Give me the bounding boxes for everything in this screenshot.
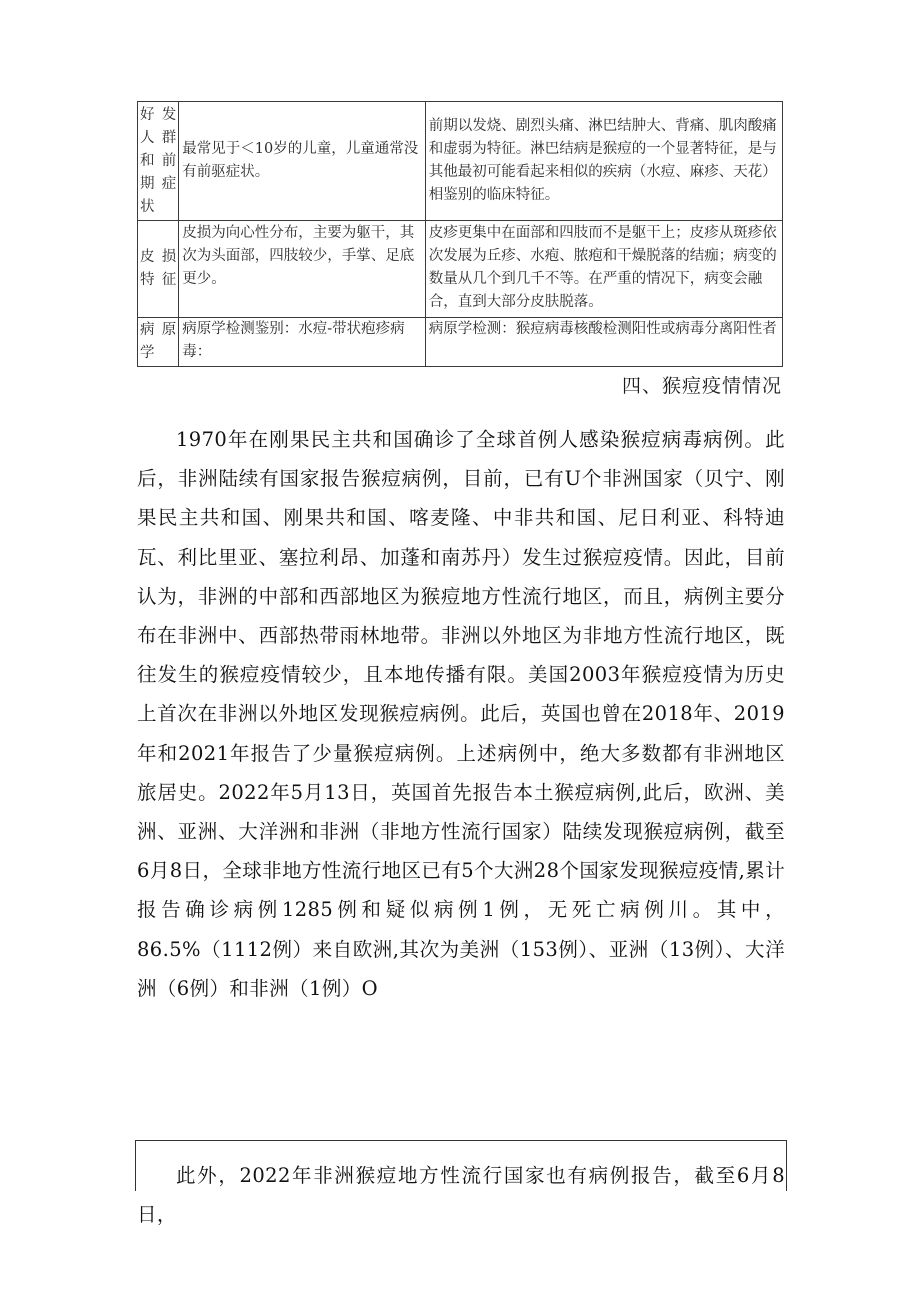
row-header-line: 和 前 [140, 152, 177, 169]
row-header-cell [138, 318, 179, 367]
row-header-line: 人 群 [140, 129, 177, 146]
row-header-line: 期 症 [140, 175, 177, 192]
table-cell-left: 皮损为向心性分布，主要为躯干，其次为头面部，四肢较少，手掌、足底更少。 [179, 221, 426, 318]
row-header-line: 特征 [140, 272, 177, 288]
table-cell-left: 最常见于＜10岁的儿童，儿童通常没有前驱症状。 [179, 102, 426, 221]
row-header-cell [138, 221, 179, 318]
row-header-line: 学 [140, 345, 155, 361]
body-paragraph: 此外，2022年非洲猴痘地方性流行国家也有病例报告，截至6月8日， [137, 1164, 785, 1227]
table-row [138, 318, 783, 367]
table-cell-right: 前期以发烧、剧烈头痛、淋巴结肿大、背痛、肌肉酸痛和虚弱为特征。淋巴结病是猴痘的一个显著特征，是与其他最初可能看起来相似的疾病（水痘、麻疹、天花）相鉴别的临床特征。 [425, 102, 782, 221]
row-header-line: 状 [140, 198, 155, 215]
table-cell-right: 皮疹更集中在面部和四肢而不是躯干上；皮疹从斑疹依次发展为丘疹、水疱、脓疱和干燥脱落的结痂；病变的数量从几个到几千不等。在严重的情况下，病变会融合，直到大部分皮肤脱落。 [425, 221, 782, 318]
row-header-line: 病 原 [140, 322, 177, 338]
comparison-table [137, 101, 783, 367]
table-row [138, 221, 783, 318]
row-header-cell [138, 102, 179, 221]
row-header-line: 好 发 [140, 106, 177, 123]
table-cell-right: 病原学检测：猴痘病毒核酸检测阳性或病毒分离阳性者 [425, 318, 782, 367]
table-cell-left: 病原学检测鉴别：水痘-带状疱疹病毒： [179, 318, 426, 367]
section-heading: 四、猴痘疫情情况 [621, 375, 782, 397]
row-header-line: 皮 损 [140, 249, 177, 265]
body-paragraph: 1970年在刚果民主共和国确诊了全球首例人感染猴痘病毒病例。此后，非洲陆续有国家报告猴痘病例，目前，已有U个非洲国家（贝宁、刚果民主共和国、刚果共和国、喀麦隆、中非共和国、尼日利亚、科特迪瓦、利比里亚、塞拉利昂、加蓬和南苏丹）发生过猴痘疫情。因此，目前认为，非洲的中部和西部地区为猴痘地方性流行地区，而且，病例主要分布在非洲中、西部热带雨林地带。非洲以外地区为非地方性流行地区，既往发生的猴痘疫情较少，且本地传播有限。美国2003年猴痘疫情为历史上首次在非洲以外地区发现猴痘病例。此后，英国也曾在2018年、2019年和2021年报告了少量猴痘病例。上述病例中，绝大多数都有非洲地区旅居史。2022年5月13日，英国首先报告本土猴痘病例,此后，欧洲、美洲、亚洲、大洋洲和非洲（非地方性流行国家）陆续发现猴痘病例，截至6月8日，全球非地方性流行地区已有5个大洲28个国家发现猴痘疫情,累计报告确诊病例1285例和疑似病例1例，无死亡病例川。其中，86.5%（1112例）来自欧洲,其次为美洲（153例）、亚洲（13例）、大洋洲（6例）和非洲（1例）O [137, 428, 785, 1000]
table-row [138, 102, 783, 221]
